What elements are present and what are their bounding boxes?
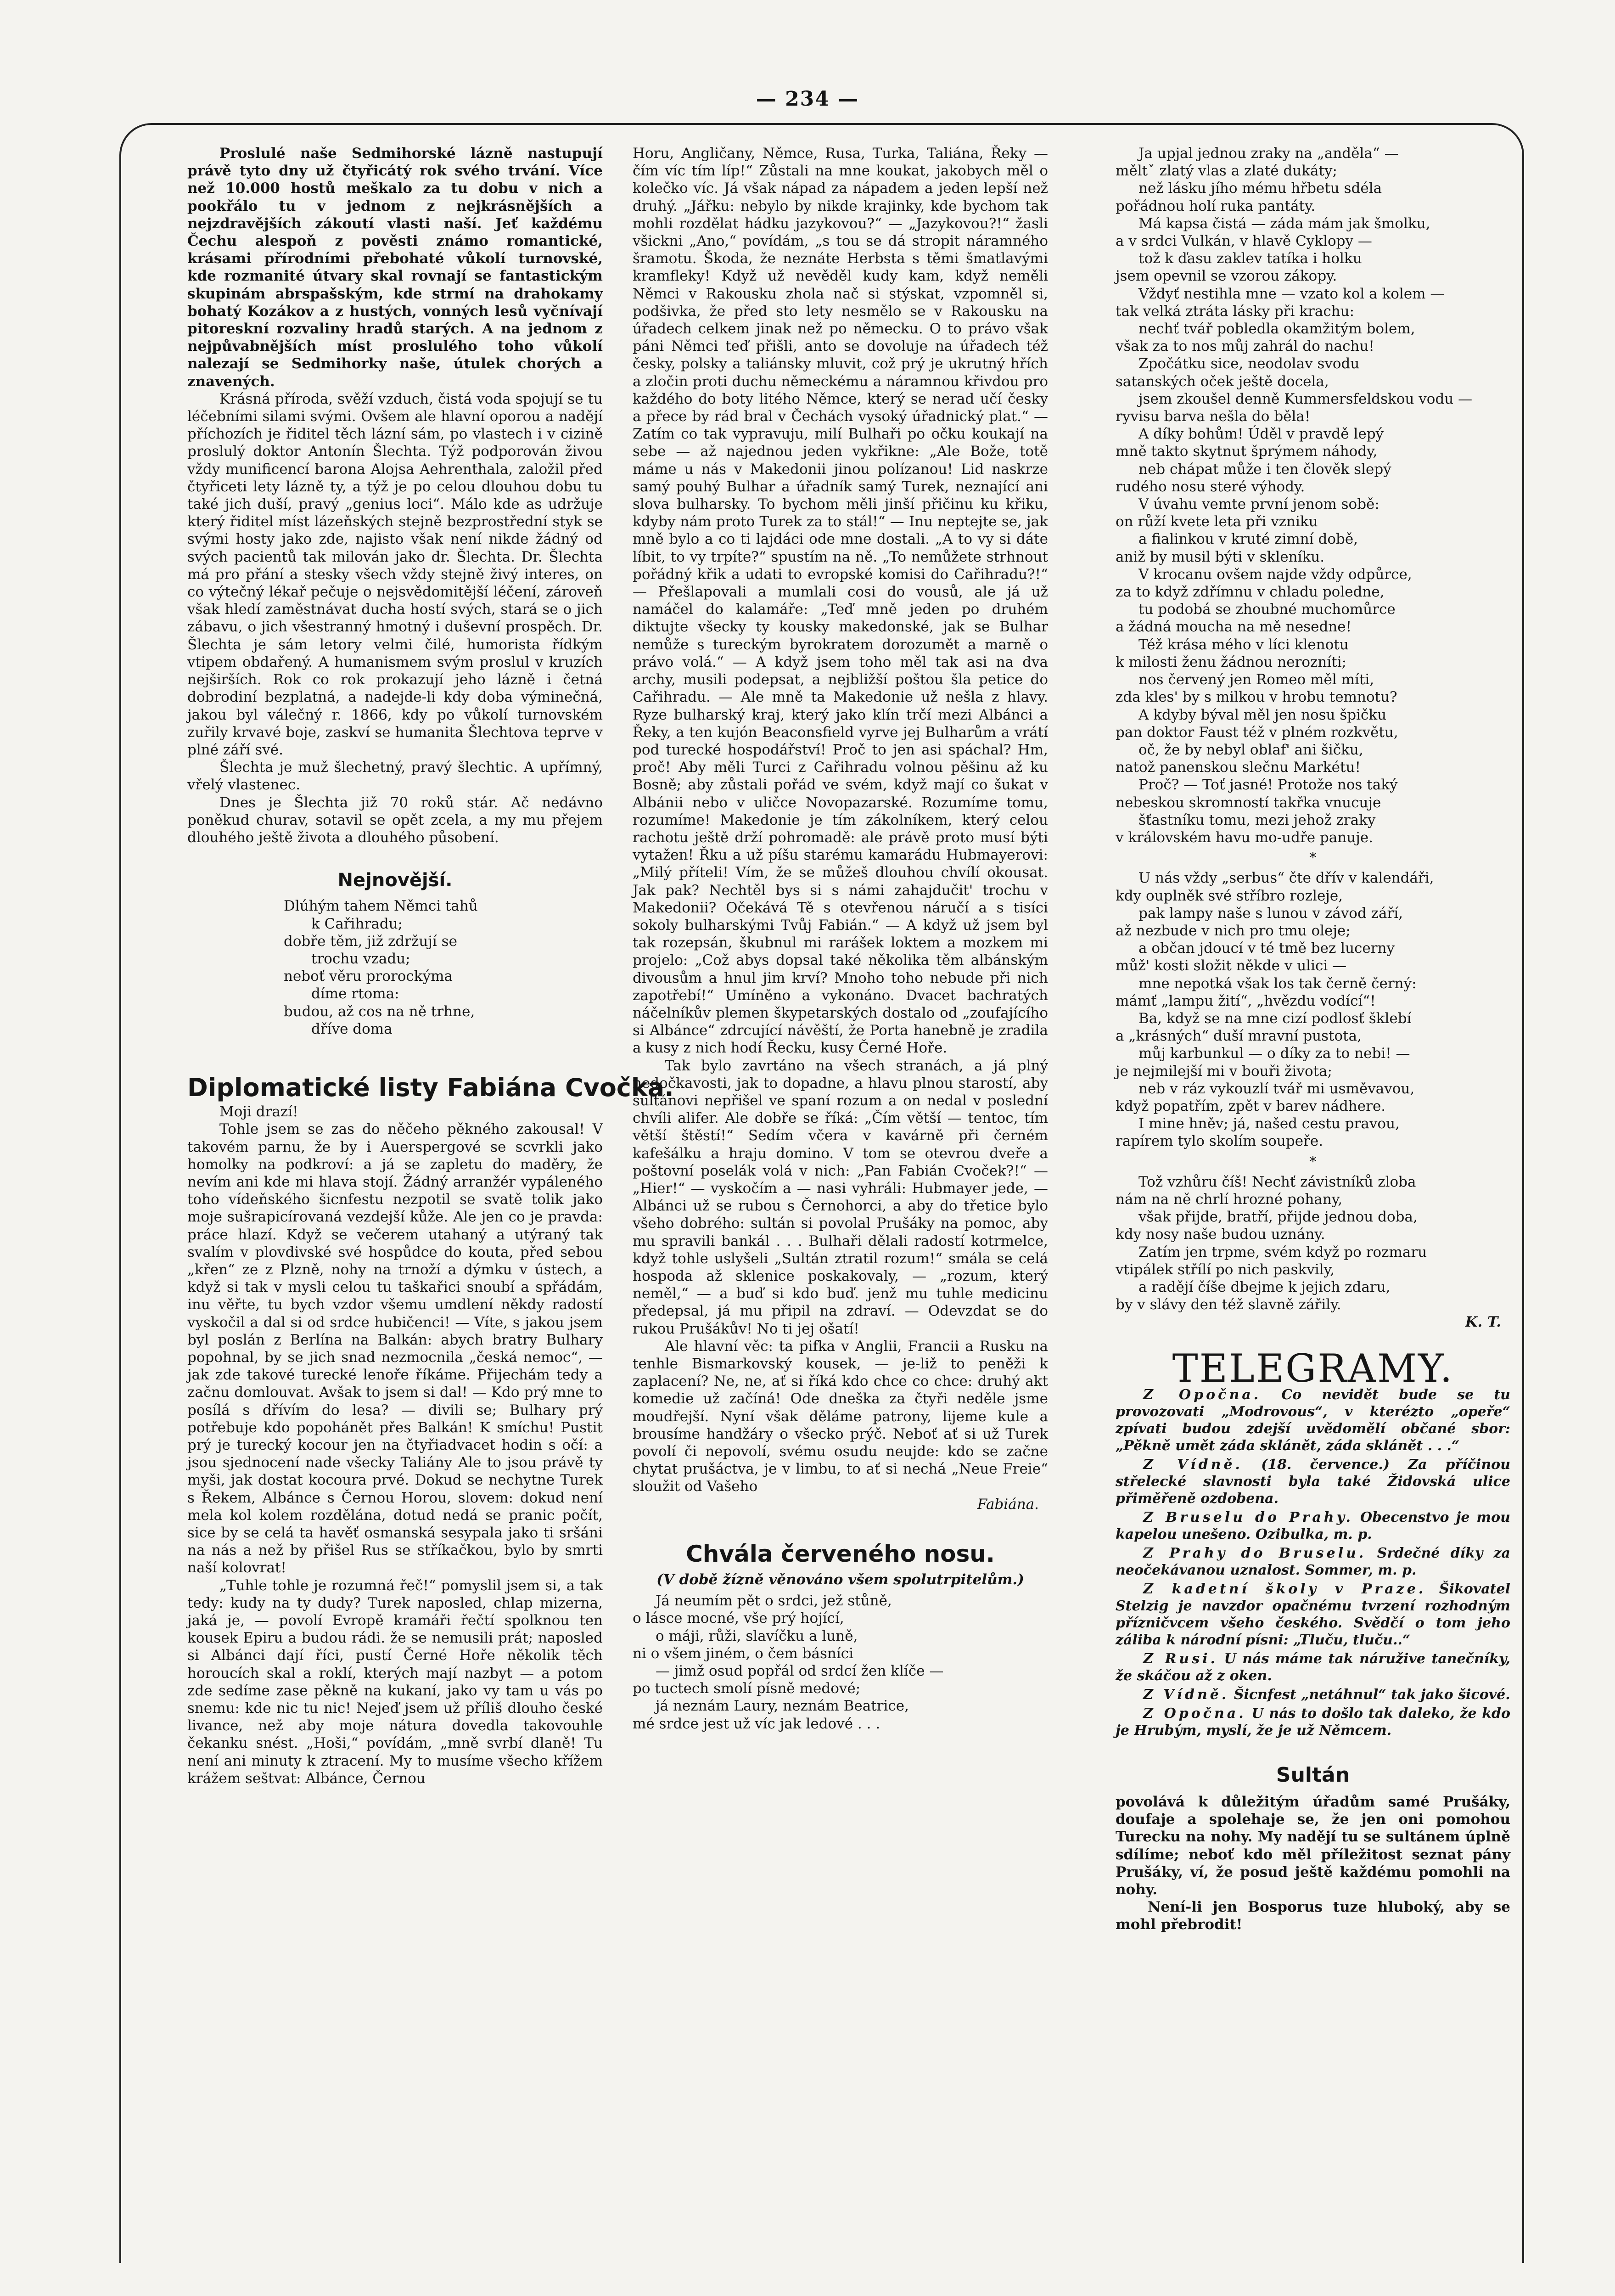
poem-line: mně takto skytnut šprýmem náhody, (1116, 443, 1378, 460)
poem-line: pak lampy naše s lunou v závod září, (1138, 905, 1403, 922)
poem-line: o lásce mocné, vše prý hojící, (633, 1610, 844, 1627)
poem-line: než lásku jího mému hřbetu sdéla (1138, 180, 1382, 197)
telegram-item (1116, 1581, 1510, 1649)
verse-line: dříve doma (311, 1020, 393, 1037)
poem-line: tu podobá se zhoubné muchomůrce (1138, 601, 1396, 618)
telegram-item (1116, 1545, 1510, 1579)
poem-line: rudého nosu steré výhody. (1116, 478, 1305, 495)
poem-line: mé srdce jest už víc jak ledové . . . (633, 1715, 880, 1732)
poem-line: U nás vždy „serbus“ čte dřív v kalendáři, (1138, 870, 1434, 887)
poem-line: až nezbude v nich pro tmu oleje; (1116, 922, 1351, 939)
poem-line: však přijde, bratří, přijde jednou doba, (1138, 1209, 1418, 1226)
poem-line: za to když zdřímnu v chladu poledne, (1116, 584, 1385, 601)
poem-line: když popatřím, zpět v barev nádhere. (1116, 1097, 1386, 1114)
poem-line: kdy ouplněk své stříbro rozleje, (1116, 887, 1343, 904)
telegram-text: Obecenstvo je mou kapelou unešeno. Ozibulka, m. p. (1116, 1509, 1510, 1542)
telegram-place: Z Opočna. (1143, 1705, 1246, 1722)
letter-p2: „Tuhle tohle je rozumná řeč!“ pomyslil jsem si, a tak tedy: kudy na ty dudy? Turek naposled, chlap mizerna, jaká je, — povolí Evropě kramáři řečtí spolknou ten kousek Epiru a budou rádi. že se nemusili prát; naposled si Albánci dají říci, pustí Černé Hoře několik těch horoucích skal a roklí, kterých mají nazbyt — a potom zde sedíme zase pěkně na kukaní, jako vy tam u vás po snemu: kde nic tu nic! Nejeď jsem už příliš dlouho české livance, než aby moje nátura dovedla takovouhle čekanku snést. „Hoši,“ povídám, „mně svrbí dlaně! Tu není ani minuty k ztracení. My to musíme všecho křížem krážem seštvat: Albánce, Černou (187, 1577, 603, 1787)
heading-nejnovejsi: Nejnovější. (337, 870, 453, 891)
telegram-place: Z Opočna. (1143, 1386, 1262, 1403)
poem-line: však za to nos můj zahrál do nachu! (1116, 338, 1374, 355)
poem-chvala-part3 (1116, 1173, 1510, 1314)
verse-line: budou, až cos na ně trhne, (284, 1003, 475, 1020)
poem-line: tak velká ztráta lásky při krachu: (1116, 303, 1355, 320)
telegram-item (1116, 1650, 1510, 1684)
heading-diplomaticke-listy: Diplomatické listy Fabiána Cvočka. (187, 1073, 674, 1102)
telegram-place: Z Vídně. (1143, 1456, 1243, 1473)
asterisk-separator: * (1309, 850, 1317, 867)
letter-greeting: Moji drazí! (219, 1103, 298, 1120)
telegram-item (1116, 1686, 1510, 1703)
verse-line: neboť věru prorockýma (284, 968, 453, 985)
poem-line: — jimž osud popřál od srdcí žen klíče — (656, 1663, 944, 1680)
telegram-text: Šicnfest „netáhnul“ tak jako šicové. (1234, 1686, 1510, 1703)
poem-line: Zatím jen trpme, svém když po rozmaru (1138, 1244, 1427, 1261)
telegram-text: U nás to došlo tak daleko, že kdo je Hrubým, myslí, že je už Němcem. (1116, 1705, 1510, 1739)
telegram-text: Srdečné díky za neočekávanou uznalost. Sommer, m. p. (1116, 1545, 1510, 1578)
poem-line: I mine hněv; já, našed cestu pravou, (1138, 1115, 1400, 1132)
telegram-list (1116, 1386, 1510, 1739)
poem-line: mne nepotká však los tak černě černý: (1138, 975, 1417, 992)
sultan-text-end: Není-li jen Bosporus tuze hluboký, aby se mohl přebrodit! (1116, 1899, 1510, 1933)
verse-line: dobře těm, již zdržují se (284, 933, 457, 950)
poem-line: rapírem tylo skolím soupeře. (1116, 1133, 1323, 1150)
poem-line: já neznám Laury, neznám Beatrice, (656, 1698, 909, 1715)
poem-line: měltˇ zlatý vlas a zlaté dukáty; (1116, 163, 1337, 180)
article-lazne-p4: Dnes je Šlechta již 70 roků stár. Ač nedávno poněkud churav, sotavil se opět zcela, a my mu přejem dlouhého ještě života a dlouhého působení. (187, 794, 603, 846)
poem-line: a fialinkou v kruté zimní době, (1138, 531, 1358, 548)
poem-line: Ja upjal jednou zraky na „anděla“ — (1138, 145, 1399, 162)
poem-line: nebeskou skromností takřka vnucuje (1116, 794, 1381, 811)
poem-line: oč, že by nebyl oblaf' ani šičku, (1138, 741, 1363, 758)
telegram-text: Co nevidět bude se tu provozovati „Modrovous“, v kterézto „opeře“ zpívati budou zdejší uvědomělí občané sbor: „Pěkně umět záda sklánět, záda sklánět . . .“ (1116, 1386, 1510, 1454)
poem-line: Též krása mého v líci klenotu (1138, 636, 1349, 653)
letter-p1: Tohle jsem se zas do něčeho pěkného zakousal! V takovém parnu, že by i Auerspergové se scvrkli jako homolky na podkroví: a já se zapletu do maděry, že nevím ani kde mi hlava stojí. Žádný arranžér vypáleného toho vídeňského šicnfestu nezpotil se svatě tolik jako moje sušrapicírovaná vezdejší kůže. Ale jen co je pravda: práce hlazí. Když se večerem utahaný a utýraný tak svalím v plovdivské své hospůdce do kouta, před sebou „křen“ ze z Plzně, nohy na trnoží a dýmku v ústech, a když si tak v mysli celou tu taškařici snoubí a spřádám, inu věřte, tu bych vzdor všemu umdlení někdy radostí vyskočil a dal si od srdce hubičenci! — Víte, s jakou jsem byl poslán z Berlína na Balkán: abych bratry Bulhary popohnal, by se jich snad nezmocnila „česká nemoc“, — jak zde takové turecké lenoře říkáme. Přijechám tedy a začnu domlouvat. Avšak to jsem si dal! — Kdo prý mne to posílá s dřívím do lesa? — divili se; Bulhary prý potřebuje kdo popohánět přes Balkán! K smíchu! Pustit prý je turecký kocour jen na čtyřiadvacet hodin s očí: a jsou sjednocení nade všecky Taliány Ale to jsou právě ty myši, jak dostat kocoura prvé. Dokud se nechytne Turek s Řekem, Albánce s Černou Horou, slovem: dokud není mela kol kolem rozdělána, dotud nedá se pranic počít, sice by se celá ta havěť osmanská sesypala jako ti sršáni na nás a než by přišel Rus se stříkačkou, bylo by smrti naší kolovrat! (187, 1121, 603, 1576)
poem-line: tož k ďasu zaklev tatíka i holku (1138, 250, 1362, 267)
telegram-place: Z kadetní školy v Praze. (1143, 1581, 1426, 1597)
poem-line: a radějí číše dbejme k jejich zdaru, (1138, 1279, 1391, 1295)
poem-chvala-continued (1116, 145, 1510, 846)
verse-line: Dlúhým tahem Němci tahů (284, 898, 478, 915)
column-1 (187, 145, 674, 1787)
telegram-text: (18. července.) Za příčinou střelecké slavnosti byla také Židovská ulice přiměřeně ozdobena. (1116, 1456, 1511, 1507)
poem-chvala-start (633, 1592, 1048, 1733)
sultan-text: povolává k důležitým úřadům samé Prušáky, doufaje a spolehaje se, že jen oni pomohou Turecku na nohy. My nadějí tu se sultánem úplně sdílíme; neboť kdo měl příležitost seznat pány Prušáky, ví, že posud ještě každému pomohli na nohy. (1116, 1794, 1510, 1898)
poem-line: jsem opevnil se vzorou zákopy. (1116, 268, 1337, 285)
telegram-item (1116, 1386, 1510, 1454)
poem-line: je nejmilejší mi v bouři života; (1116, 1063, 1332, 1080)
poem-chvala-part2 (1116, 869, 1510, 1150)
telegram-text: U nás máme tak náružive tanečníky, že skáčou až z oken. (1116, 1650, 1510, 1684)
poem-line: nos červený jen Romeo měl míti, (1138, 671, 1374, 688)
letter-p4: Ale hlavní věc: ta pifka v Anglii, Francii a Rusku na tenhle Bismarkovský kousek, — je-liž to peněži k zaplacení? Ne, ne, ať si říká kdo chce co chce: druhý akt komedie už začíná! Ode dneška za čtyři neděle jsme moudřejší. Nyní však děláme patrony, lijeme kule a brousíme handžáry o všecko prýč. Neboť ať si už Turek povolí či nepovolí, svému osudu neujde: kdo se začne chytat prušáctva, je v limbu, to ať si nechá „Neue Freie“ sloužit od Vašeho (633, 1338, 1048, 1495)
poem-line: můž' kosti složit někde v ulici — (1116, 957, 1347, 974)
poem-line: A kdyby býval měl jen nosu špičku (1138, 706, 1387, 723)
poem-line: a „krásných“ duší mravní pustota, (1116, 1028, 1362, 1045)
poem-line: Zpočátku sice, neodolav svodu (1138, 355, 1360, 372)
poem-line: Já neumím pět o srdci, jež stůně, (656, 1593, 892, 1609)
letter-continued: Horu, Angličany, Němce, Rusa, Turka, Taliána, Řeky — čím víc tím líp!“ Zůstali na mne koukat, jakobych měl o kolečko víc. Já však nápad za nápadem a jeden lepší než druhý. „Jářku: nebylo by nikde krajinky, kde bychom tak mohli rozdělat hádku jazykovou?“ — „Jazykovou?!“ žasli všickni „Ano,“ povídám, „s tou se dá stropit náramného šramotu. Škoda, že neznáte Herbsta s těmi šmatlavými kramfleky! Když už nevěděl kudy kam, když neměli Němci v Rakousku zhola nač si stýskat, vzpomněl si, podšivka, že před sto lety nesmělo se v Rakousku na úřadech celkem jinak než po německu. O to právo však páni Němci teď přišli, anto se dovoluje na úřadech též česky, polsky a taliánsky mluvit, což prý je ukrutný hřích a zločin proti duchu německému a náramnou křivdou pro každého do boty litého Němce, který se nerad učí česky a přece by rád bral v Čechách vysoký úřadnický plat.“ — Zatím co tak vypravuju, milí Bulhaři po očku koukají na sebe — až najednou jeden vykřikne: „Ale Bože, totě máme u nás v Makedonii jinou polízanou! Lid naskrze samý pouhý Bulhar a úřadník samý Turek, neznající ani slova bulharsky. To bychom měli jinší přičinu ku křiku, kdyby nám proto Turek za to stál!“ — Inu neptejte se, jak mně bylo a co ti lajdáci ode mne dostali. „A to vy si dáte líbit, to vy trpíte?“ spustím na ně. „To nemůžete strhnout pořádný křik a udati to evropské komisi do Cařihradu?!“ — Přešlapovali a mumlali cosi do vousů, ale já už namáčel do kalamáře: „Teď mně jeden po druhém diktujte všecky ty kousky makedonské, jak se Bulhar nemůže s tureckým byrokratem dorozumět a marně o právo volá.“ — A když jsem toho měl tak asi na dva archy, musili podepsat, a nejbližší poštou šla petice do Cařihradu. — Ale mně ta Makedonie už nešla z hlavy. Ryze bulharský kraj, který jako klín trčí mezi Albánci a Řeky, a ten kujón Beaconsfield vyrve jej Bulharům a vrátí pod turecké hospodářství! Proč to jen asi spáchal? Hm, proč! Aby měli Turci z Cařihradu volnou pěšinu až ku Bosně; aby zůstali pořád ve svém, když mají co šukat v Albánii nebo v uličce Novopazarské. Rozumíme tomu, rozumíme! Makedonie je tím zákolníkem, který celou rachotu ještě drží pohromadě: ale právě proto musí býti vytažen! Řku a už píšu starému kamarádu Hubmayerovi: „Milý příteli! Vím, že se můžeš dlouhou chvílí okousat. Jak pak? Nechtěl bys si s námi zahajdučit' trochu v Makedonii? Očekává Tě s otevřenou náručí a s tisíci sokoly bulharskými Tvůj Fabián.“ — A když už jsem byl tak rozepsán, škubnul mi rarášek loktem a mozkem mi projelo: „Což abys dopsal také několika těm albánským divousům a hnul jim krví? Mnoho toho nebude při nich zapotřebí!“ Umíněno a vykonáno. Dvacet bachratých náčelníkův plemen škypetarských dostalo od „zoufajícího si Albánce“ zdrcující návěští, že Porta hanebně je zradila a kusy z nich hodí Řecku, kusy Černé Hoře. (633, 145, 1048, 1057)
telegram-text: Šikovatel Stelzig je navzdor opačnému tvrzení rozhodným přízničvcem všeho českého. Svědčí o tom jeho záliba k národní písni: „Tluču, tluču..“ (1116, 1581, 1510, 1648)
column-2 (633, 145, 1048, 1733)
poem-line: Tož vzhůru číš! Nechť závistníků zloba (1138, 1173, 1416, 1190)
poem-line: Má kapsa čistá — záda mám jak šmolku, (1138, 215, 1430, 232)
poem-line: jsem zkoušel denně Kummersfeldskou vodu — (1138, 390, 1473, 407)
poem-line: ryvisu barva nešla do běla! (1116, 408, 1311, 425)
verse-nejnovejsi (187, 897, 603, 1038)
poem-line: můj karbunkul — o díky za to nebi! — (1138, 1045, 1410, 1062)
poem-line: V úvahu vemte první jenom sobě: (1138, 496, 1379, 513)
asterisk-separator: * (1309, 1153, 1317, 1170)
poem-line: neb v ráz vykouzlí tvář mi usměvavou, (1138, 1080, 1415, 1097)
poem-line: ni o všem jiném, o čem básníci (633, 1645, 854, 1662)
telegram-place: Z Vídně. (1143, 1686, 1229, 1703)
poem-line: satanských oček ještě docela, (1116, 373, 1329, 390)
poem-line: aniž by musil býti v skleníku. (1116, 548, 1325, 565)
poem-line: A díky bohům! Úděl v pravdě lepý (1138, 426, 1384, 443)
poem-line: a žádná moucha na mě nesedne! (1116, 619, 1352, 636)
verse-line: díme rtoma: (311, 985, 399, 1002)
poem-line: pan doktor Faust též v plném rozkvětu, (1116, 724, 1398, 741)
letter-signature: Fabiána. (977, 1496, 1039, 1513)
verse-line: trochu vzadu; (311, 950, 410, 967)
heading-sultan: Sultán (1276, 1763, 1350, 1787)
poem-line: Proč? — Toť jasné! Protože nos taký (1138, 777, 1398, 793)
article-lazne-intro: Proslulé naše Sedmihorské lázně nastupují právě tyto dny už čtyřicátý rok svého trvání. Více než 10.000 hostů meškalo za tu dobu v nich a pookřálo tu v jednom z nejkrásnějších a nejzdravějších zákoutí vlasti naší. Jeť každému Čechu alespoň z pověsti známo romantické, krásami přírodními přebohaté vůkolí turnovské, kde rozmanité útvary skal rovnají se fantastickým skupinám abrspašským, kde strmí na drahokamy bohatý Kozákov a z hustých, vonných lesů vyčnívají pitoreskní rozvaliny hradů starých. A na jednom z nejpůvabnějších míst proslulého toho vůkolí nalezají se Sedmihorky naše, útulek chorých a znavených. (187, 145, 603, 390)
telegram-place: Z Prahy do Bruselu. (1143, 1545, 1367, 1561)
poem-line: vtipálek střílí po nich paskvily, (1116, 1261, 1335, 1278)
poem-line: natož panenskou slečnu Markétu! (1116, 759, 1361, 776)
poem-line: Vždyť nestihla mne — vzato kol a kolem — (1138, 285, 1445, 302)
poem-line: o máji, růži, slavíčku a luně, (656, 1627, 858, 1644)
poem-line: neb chápat může i ten člověk slepý (1138, 461, 1391, 478)
telegram-item (1116, 1456, 1510, 1507)
poem-line: a v srdci Vulkán, v hlavě Cyklopy — (1116, 233, 1372, 250)
poem-line: nám na ně chrlí hrozné pohany, (1116, 1191, 1343, 1208)
heading-telegramy: TELEGRAMY. (1172, 1345, 1454, 1391)
article-lazne-p2: Krásná příroda, svěží vzduch, čistá voda spojují se tu léčebními silami svými. Ovšem ale hlavní oporou a nadějí příchozích je řiditel těch lázní sám, po vlastech i v cizině proslulý doktor Antonín Šlechta. Týž podporován živou vždy munificencí barona Alojsa Aehrenthala, založil před čtyřiceti lety lázně ty, a týž je po celou dlouhou dobu tu také jich duší, pravý „genius loci“. Málo kde as udržuje který řiditel míst lázeňských stejně bezprostřední styk se svými hosty jako zde, najisto však není nikde žádný od svých pacientů tak milován jako dr. Šlechta. Dr. Šlechta má pro přání a stesky všech vždy stejně živý interes, on co výtečný lékař pečuje o nejsvědomitější léčení, zároveň však hledí zaměstnávat ducha hostí svých, stará se o jich zábavu, o jich všestranný hmotný i duševní prospěch. Dr. Šlechta je sám letory velmi čilé, humorista řídkým vtipem obdařený. A humanismem svým proslul v kruzích nejširších. Rok co rok prokazují jeho lázně i četná dobrodiní bezplatná, a nadejde-li kdy doba výminečná, jakou byl válečný r. 1866, kdy po vůkolí turnovském zuřily krvavé boje, zaskví se humanita Šlechtova teprve v plné září své. (187, 390, 603, 758)
telegram-place: Z Bruselu do Prahy. (1143, 1509, 1354, 1525)
poem-line: v královském havu mo-udře panuje. (1116, 829, 1374, 846)
poem-line: zda kles' by s milkou v hrobu temnotu? (1116, 689, 1397, 706)
poem-line: po tuctech smolí písně medové; (633, 1680, 861, 1697)
poem-line: šťastníku tomu, mezi jehož zraky (1138, 811, 1376, 828)
telegram-item (1116, 1509, 1510, 1543)
poem-line: nechť tvář pobledla okamžitým bolem, (1138, 321, 1415, 338)
chvala-dedication: (V době žízně věnováno všem spolutrpitelům.) (656, 1571, 1024, 1588)
poem-line: mámť „lampu žití“, „hvězdu vodící“! (1116, 992, 1376, 1009)
letter-p3: Tak bylo zavrtáno na všech stranách, a já plný nedočkavosti, jak to dopadne, a hlavu plnou starostí, aby sultánovi nepřišel ve spaní rozum a on nedal v poslední chvíli alifer. Ale dobře se říká: „Čím větší — tentoc, tím větší štěstí!“ Sedím včera v kavárně při černém kafešálku a hraju domino. V tom se otevrou dveře a poštovní poselák volá v nich: „Pan Fabián Cvoček?!“ — „Hier!“ — vyskočím a — nasi vyhráli: Hubmayer jede, — Albánci už se rubou s Černohorci, a aby do třetice bylo všeho dobrého: sultán si povolal Prušáky na pomoc, aby mu spravili bankál . . . Bulhaři dělali radostí kotrmelce, když tohle uslyšeli „Sultán ztratil rozum!“ smála se celá hospoda až sklenice poskakovaly, — „rozum, který neměl,“ — a buď si kdo buď. jenž mu tuhle medicinu předepsal, já mu připil na zdraví. — Odevzdat se do rukou Prušákův! No ti jej ošatí! (633, 1057, 1048, 1337)
poem-line: a občan jdoucí v té tmě bez lucerny (1138, 940, 1395, 957)
poem-line: on růží kvete leta při vzniku (1116, 513, 1318, 530)
page-number: — 234 — (756, 87, 859, 111)
verse-line: k Cařihradu; (311, 915, 403, 932)
poem-line: by v slávy den též slavně zářily. (1116, 1296, 1341, 1313)
poem-signature: K. T. (1465, 1314, 1501, 1331)
poem-line: k milosti ženu žádnou nerozníti; (1116, 653, 1347, 670)
heading-chvala: Chvála červeného nosu. (686, 1540, 995, 1567)
poem-line: V krocanu ovšem najde vždy odpůrce, (1138, 566, 1412, 583)
telegram-place: Z Rusi. (1143, 1650, 1218, 1667)
poem-line: kdy nosy naše budou uznány. (1116, 1226, 1325, 1243)
poem-line: pořádnou holí ruka pantáty. (1116, 197, 1316, 214)
article-lazne-p3: Šlechta je muž šlechetný, pravý šlechtic. A upřímný, vřelý vlastenec. (187, 759, 603, 793)
poem-line: Ba, když se na mne cizí podlosť šklebí (1138, 1010, 1412, 1027)
telegram-item (1116, 1705, 1510, 1739)
column-3 (1116, 145, 1510, 1934)
